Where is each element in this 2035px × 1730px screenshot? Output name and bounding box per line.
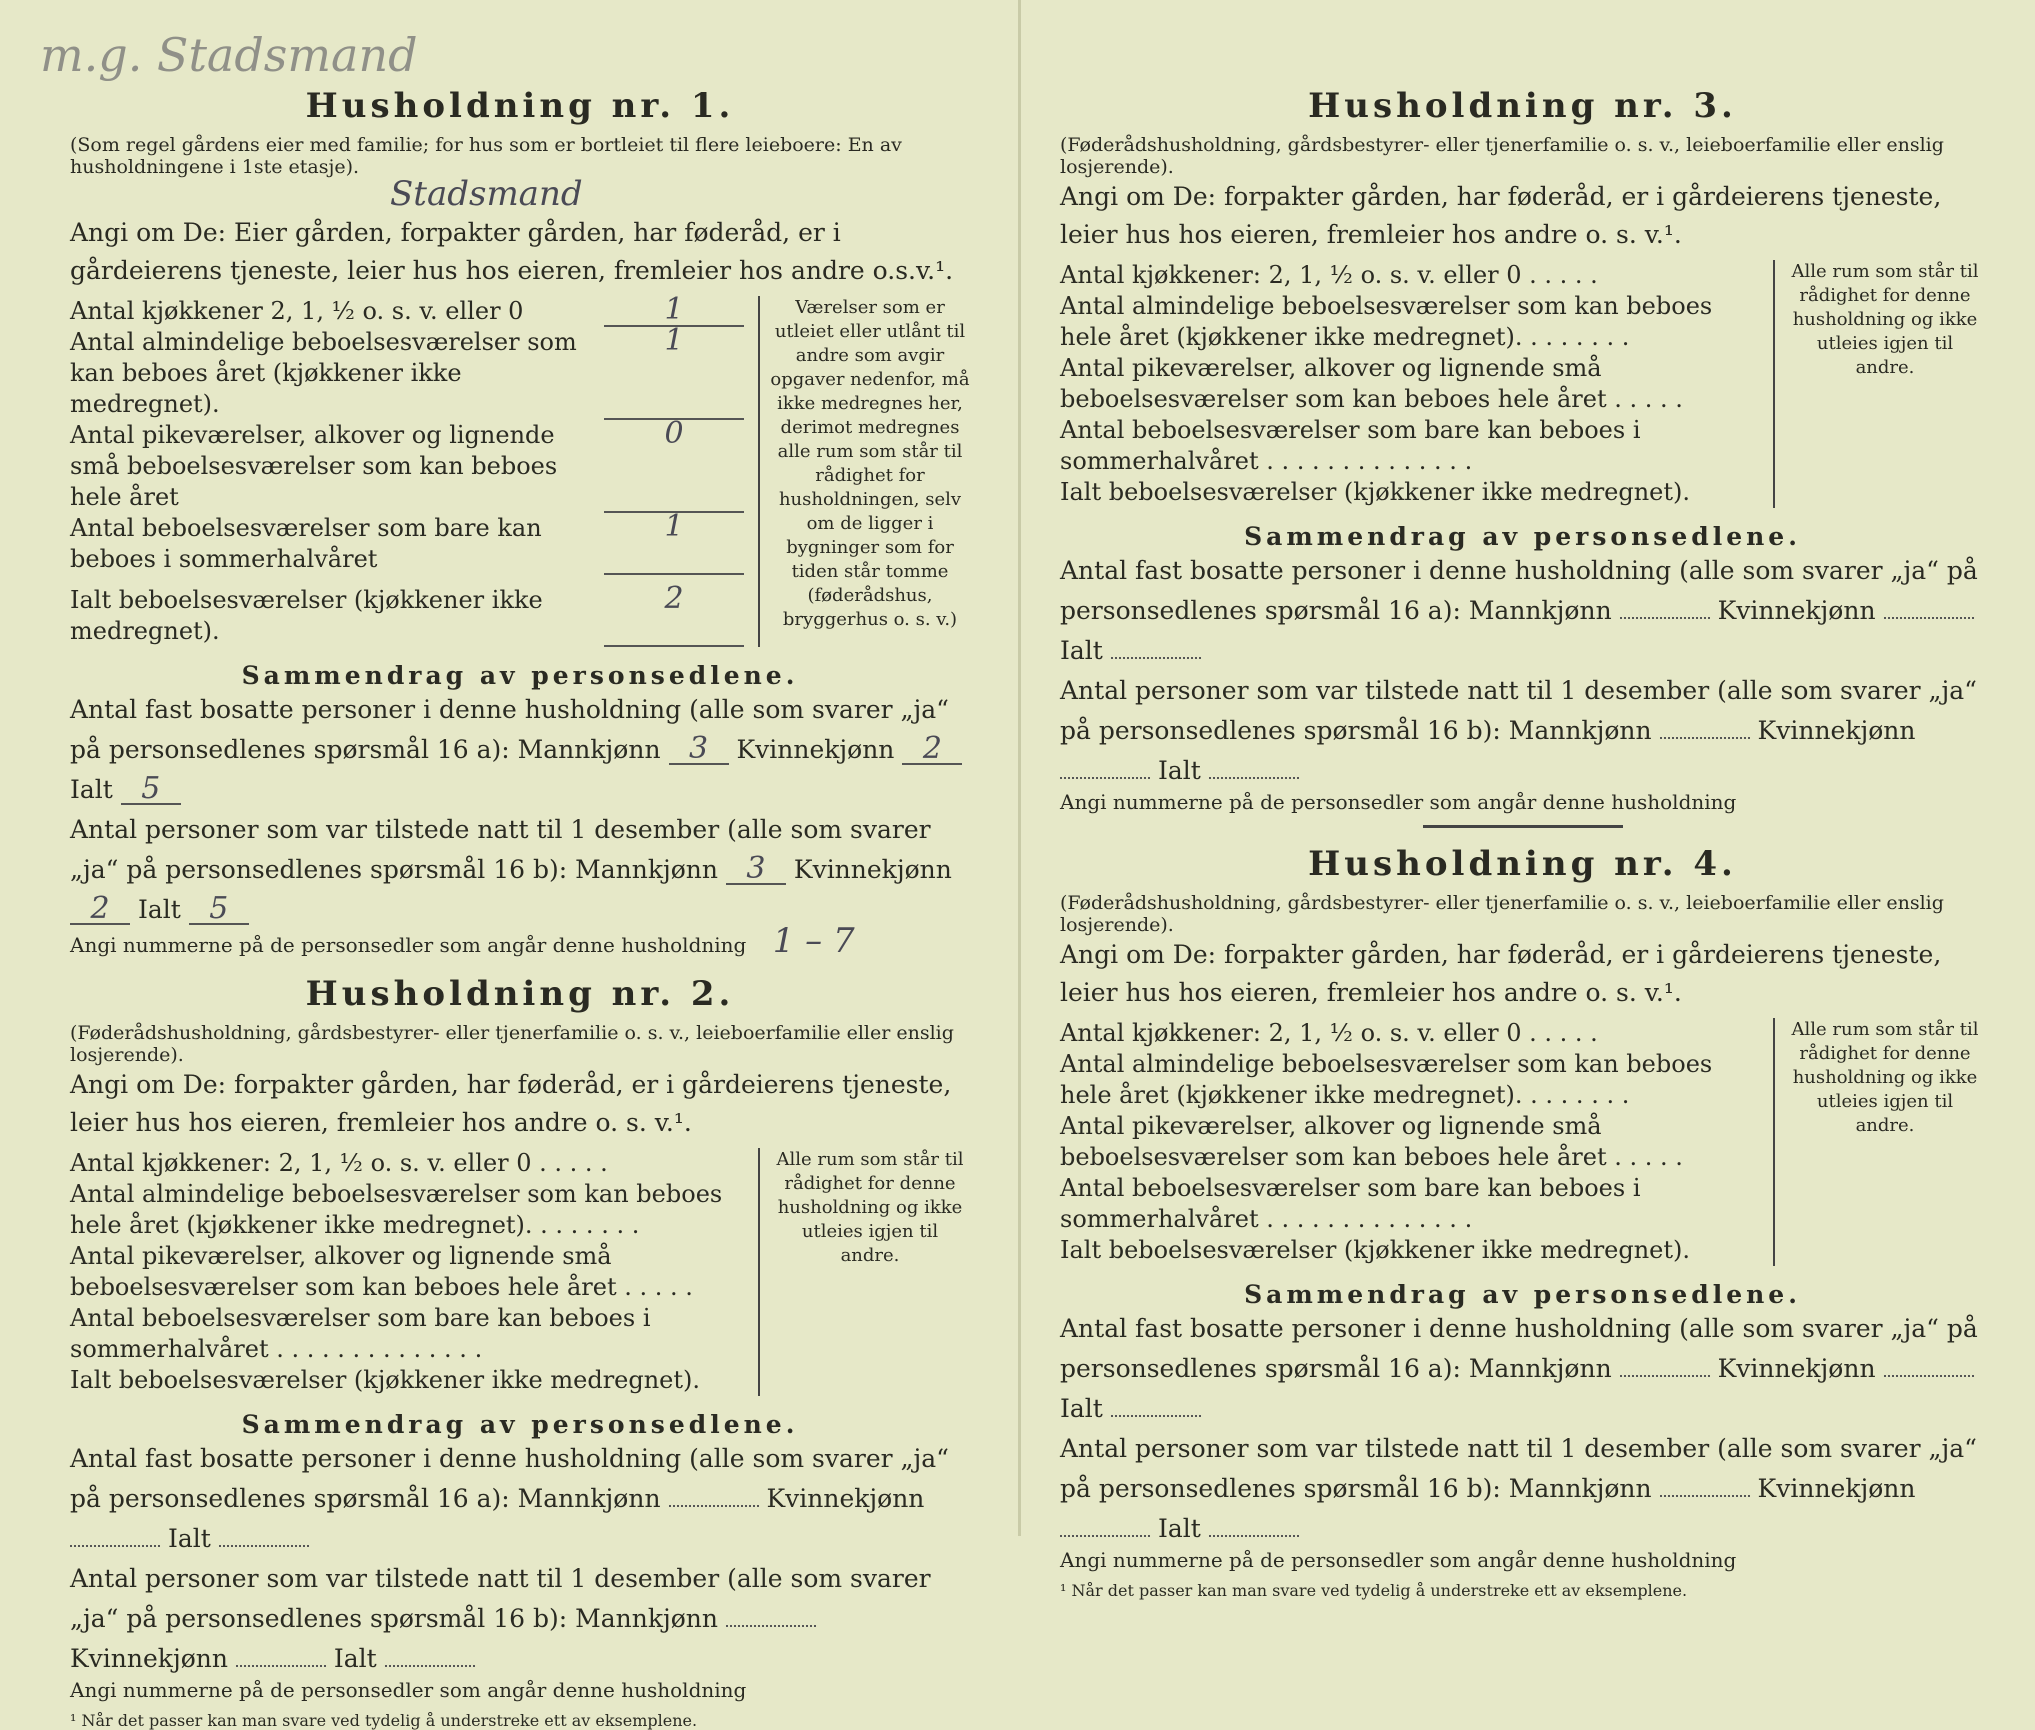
h1-side-note: Værelser som er utleiet eller utlånt til andre som avgir opgaver nedenfor, må ikke medregnes her, derimot medregnes alle rum som står til rådighet for husholdningen, selv om de ligger i bygninger som for tiden står tomme (føderådshus, bryggerhus o. s. v.) (758, 296, 970, 647)
h3-item-rooms: Antal almindelige beboelsesværelser som kan beboes hele året (kjøkkener ikke medregnet). . . . . . . . (1060, 292, 1713, 351)
h3-item-kitchens: Antal kjøkkener: 2, 1, ½ o. s. v. eller 0 . . . . . (1060, 261, 1598, 289)
h4-numbers: Angi nummerne på de personsedler som angår denne husholdning (1060, 1548, 1737, 1572)
h2-item-total: Ialt beboelsesværelser (kjøkkener ikke medregnet). (70, 1366, 701, 1394)
h1-item-total: Ialt beboelsesværelser (kjøkkener ikke medregnet). 2 (70, 585, 744, 647)
household-1-status-answer: Stadsmand (390, 174, 583, 214)
h2-numbers: Angi nummerne på de personsedler som angår denne husholdning (70, 1678, 747, 1702)
h2-item-small-rooms: Antal pikeværelser, alkover og lignende små beboelsesværelser som kan beboes hele året . . . . . (70, 1242, 693, 1301)
h3-item-small-rooms: Antal pikeværelser, alkover og lignende små beboelsesværelser som kan beboes hele året . . . . . (1060, 354, 1683, 413)
h3-numbers: Angi nummerne på de personsedler som angår denne husholdning (1060, 790, 1737, 814)
h2-q16a: Antal fast bosatte personer i denne husholdning (alle som svarer „ja“ på personsedlenes spørsmål 16 a): Mannkjønn Kvinnekjønn Ialt (70, 1444, 949, 1553)
h4-item-small-rooms: Antal pikeværelser, alkover og lignende små beboelsesværelser som kan beboes hele året . . . . . (1060, 1112, 1683, 1171)
h3-item-summer-rooms: Antal beboelsesværelser som bare kan beboes i sommerhalvåret . . . . . . . . . . . . . . (1060, 416, 1641, 475)
h1-item-small-rooms: Antal pikeværelser, alkover og lignende små beboelsesværelser som kan beboes hele året 0 (70, 420, 744, 513)
h1-q16a: Antal fast bosatte personer i denne husholdning (alle som svarer „ja“ på personsedlenes spørsmål 16 a): Mannkjønn 3 Kvinnekjønn 2 Ialt 5 (70, 690, 970, 810)
footnote-left: ¹ Når det passer kan man svare ved tydelig å understreke ett av eksemplene. (70, 1711, 698, 1730)
h3-summary-title: Sammendrag av personsedlene. (1244, 522, 1801, 551)
h4-summary-title: Sammendrag av personsedlene. (1244, 1280, 1801, 1309)
h1-item-rooms: Antal almindelige beboelsesværelser som kan beboes året (kjøkkener ikke medregnet). 1 (70, 327, 744, 420)
h1-numbers: Angi nummerne på de personsedler som angår denne husholdning 1 – 7 (70, 921, 855, 961)
h3-item-total: Ialt beboelsesværelser (kjøkkener ikke medregnet). (1060, 478, 1691, 506)
h4-item-total: Ialt beboelsesværelser (kjøkkener ikke medregnet). (1060, 1236, 1691, 1264)
h1-q16b: Antal personer som var tilstede natt til 1 desember (alle som svarer „ja“ på personsedlenes spørsmål 16 b): Mannkjønn 3 Kvinnekjønn 2 Ialt 5 (70, 815, 952, 926)
handwritten-note: m.g. Stadsmand (40, 28, 418, 82)
h2-item-kitchens: Antal kjøkkener: 2, 1, ½ o. s. v. eller 0 . . . . . (70, 1149, 608, 1177)
household-1-title: Husholdning nr. 1. (305, 86, 735, 126)
section-divider (1423, 825, 1623, 828)
household-2-title: Husholdning nr. 2. (305, 974, 735, 1014)
h4-q16a: Antal fast bosatte personer i denne husholdning (alle som svarer „ja“ på personsedlenes spørsmål 16 a): Mannkjønn Kvinnekjønn Ialt (1060, 1314, 1978, 1423)
household-3-intro: Angi om De: forpakter gården, har føderåd, er i gårdeierens tjeneste, leier hus hos eieren, fremleier hos andre o. s. v.¹. (1060, 182, 1942, 249)
household-2-note: (Føderådshusholdning, gårdsbestyrer- eller tjenerfamilie o. s. v., leieboerfamilie eller enslig losjerende). (70, 1022, 954, 1066)
h2-summary-title: Sammendrag av personsedlene. (241, 1410, 799, 1439)
h4-item-rooms: Antal almindelige beboelsesværelser som kan beboes hele året (kjøkkener ikke medregnet). . . . . . . . (1060, 1050, 1713, 1109)
footnote-right: ¹ Når det passer kan man svare ved tydelig å understreke ett av eksemplene. (1060, 1581, 1688, 1600)
h3-side-note: Alle rum som står til rådighet for denne husholdning og ikke utleies igjen til andre. (1773, 260, 1985, 508)
h2-item-rooms: Antal almindelige beboelsesværelser som kan beboes hele året (kjøkkener ikke medregnet). . . . . . . . (70, 1180, 723, 1239)
h4-item-kitchens: Antal kjøkkener: 2, 1, ½ o. s. v. eller 0 . . . . . (1060, 1019, 1598, 1047)
household-2-intro: Angi om De: forpakter gården, har føderåd, er i gårdeierens tjeneste, leier hus hos eieren, fremleier hos andre o. s. v.¹. (70, 1070, 952, 1137)
household-4-note: (Føderådshusholdning, gårdsbestyrer- eller tjenerfamilie o. s. v., leieboerfamilie eller enslig losjerende). (1060, 892, 1944, 936)
household-3-note: (Føderådshusholdning, gårdsbestyrer- eller tjenerfamilie o. s. v., leieboerfamilie eller enslig losjerende). (1060, 134, 1944, 178)
h4-item-summer-rooms: Antal beboelsesværelser som bare kan beboes i sommerhalvåret . . . . . . . . . . . . . . (1060, 1174, 1641, 1233)
h1-summary-title: Sammendrag av personsedlene. (241, 661, 799, 690)
h4-q16b: Antal personer som var tilstede natt til 1 desember (alle som svarer „ja“ på personsedlenes spørsmål 16 b): Mannkjønn Kvinnekjønn Ialt (1060, 1434, 1977, 1543)
household-1-intro: Angi om De: Eier gården, forpakter gården, har føderåd, er i gårdeierens tjeneste, leier hus hos eieren, fremleier hos andre o.s.v.¹. (70, 218, 954, 285)
h3-q16a: Antal fast bosatte personer i denne husholdning (alle som svarer „ja“ på personsedlenes spørsmål 16 a): Mannkjønn Kvinnekjønn Ialt (1060, 556, 1978, 665)
right-page (1020, 0, 2035, 1600)
h1-item-summer-rooms: Antal beboelsesværelser som bare kan beboes i sommerhalvåret 1 (70, 513, 744, 575)
household-1-note: (Som regel gårdens eier med familie; for hus som er bortleiet til flere leieboere: En av husholdningene i 1ste etasje). (70, 134, 902, 178)
h1-item-kitchens: Antal kjøkkener 2, 1, ½ o. s. v. eller 0 1 (70, 296, 744, 327)
household-4-title: Husholdning nr. 4. (1308, 844, 1737, 884)
h2-item-summer-rooms: Antal beboelsesværelser som bare kan beboes i sommerhalvåret . . . . . . . . . . . . . . (70, 1304, 651, 1363)
household-3-title: Husholdning nr. 3. (1308, 86, 1737, 126)
h3-q16b: Antal personer som var tilstede natt til 1 desember (alle som svarer „ja“ på personsedlenes spørsmål 16 b): Mannkjønn Kvinnekjønn Ialt (1060, 676, 1977, 785)
h4-side-note: Alle rum som står til rådighet for denne husholdning og ikke utleies igjen til andre. (1773, 1018, 1985, 1266)
h2-side-note: Alle rum som står til rådighet for denne husholdning og ikke utleies igjen til andre. (758, 1148, 970, 1396)
household-4-intro: Angi om De: forpakter gården, har føderåd, er i gårdeierens tjeneste, leier hus hos eieren, fremleier hos andre o. s. v.¹. (1060, 940, 1942, 1007)
h2-q16b: Antal personer som var tilstede natt til 1 desember (alle som svarer „ja“ på personsedlenes spørsmål 16 b): Mannkjønn Kvinnekjønn Ialt (70, 1564, 931, 1673)
